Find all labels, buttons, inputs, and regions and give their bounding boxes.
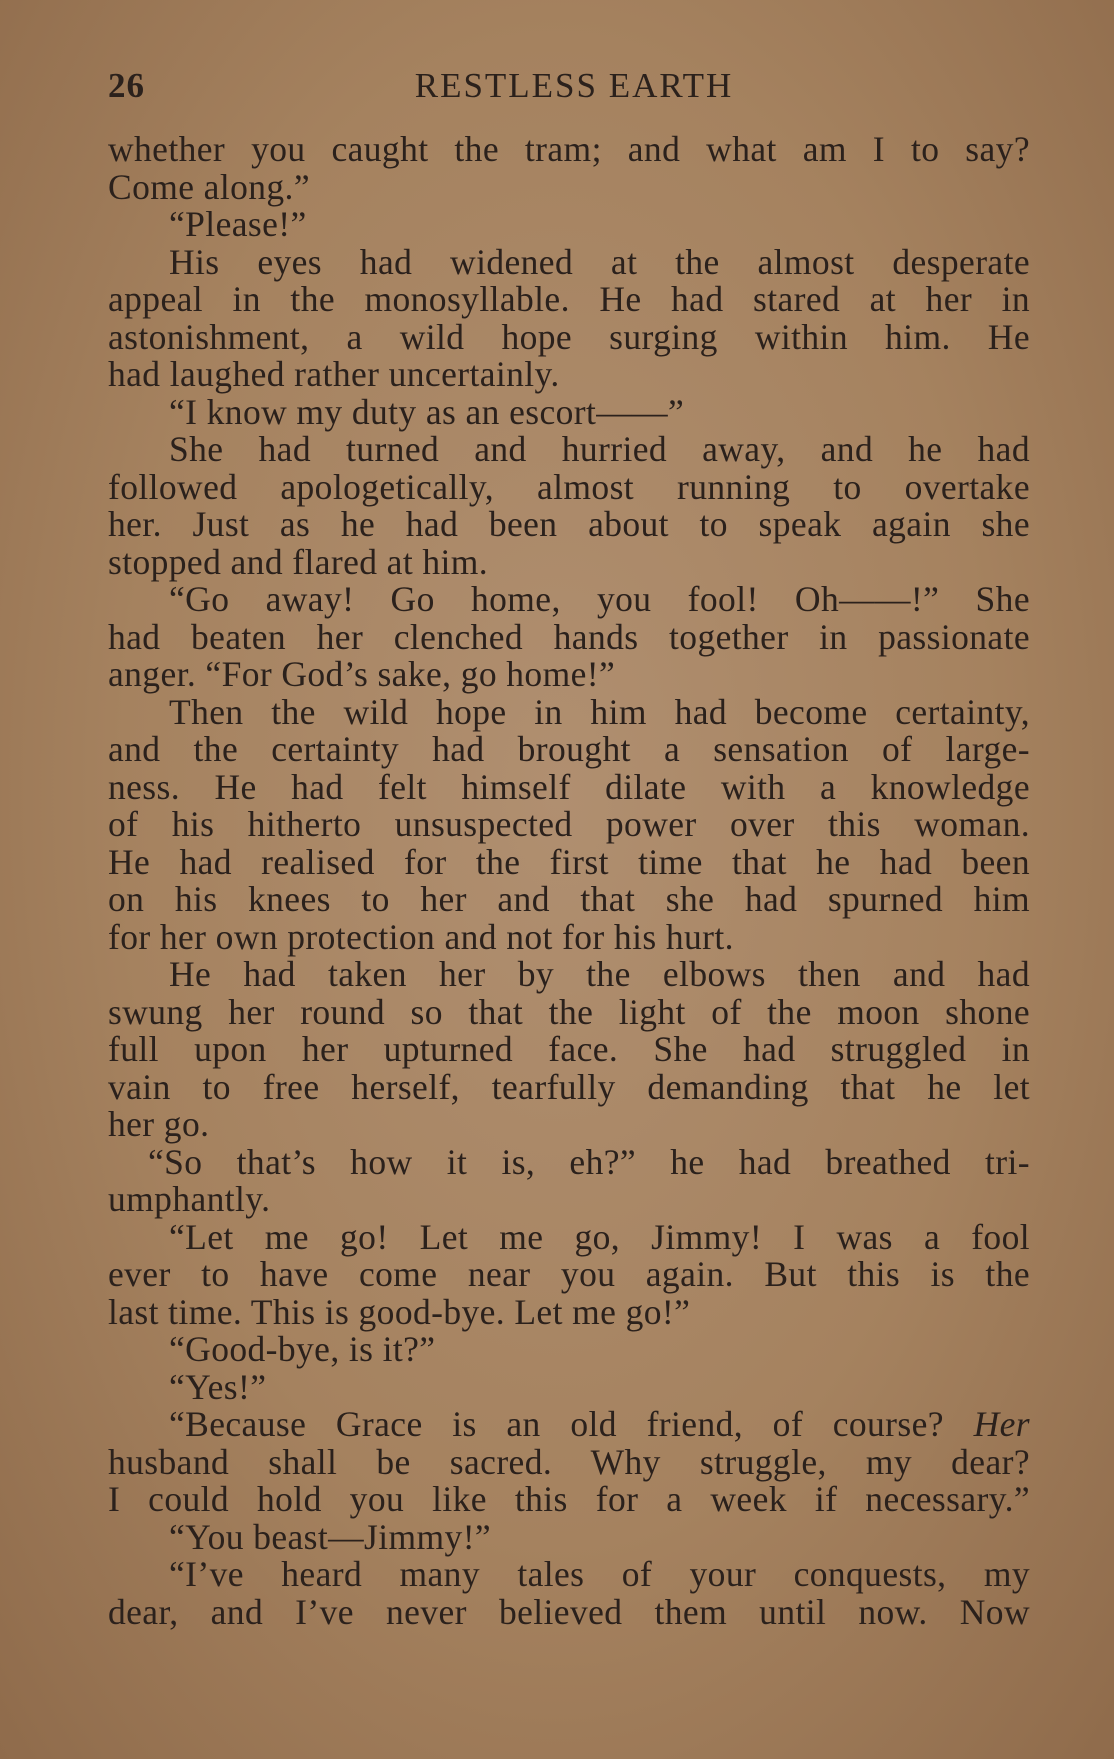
text-line-content: husband shall be sacred. Why struggle, my dear? <box>108 1441 1030 1482</box>
text-line-content: “Go away! Go home, you fool! Oh——!” She <box>169 579 1030 619</box>
text-line <box>108 466 1030 507</box>
text-line-content: umphantly. <box>108 1179 271 1219</box>
text-line <box>108 656 1030 694</box>
text-line-content: He had taken her by the elbows then and had <box>169 954 1030 994</box>
text-line-content: “Let me go! Let me go, Jimmy! I was a fool <box>169 1216 1030 1257</box>
text-line-content: “So that’s how it is, eh?” he had breathed tri- <box>148 1141 1030 1182</box>
text-line-content: “Good-bye, is it?” <box>169 1329 436 1369</box>
text-line <box>108 916 1030 957</box>
text-line-content: I could hold you like this for a week if necessary.” <box>108 1479 1030 1519</box>
text-line <box>108 991 1030 1032</box>
text-line <box>108 806 1030 844</box>
italic-word: Her <box>973 1404 1030 1444</box>
text-line <box>108 506 1030 544</box>
text-line <box>108 1556 1030 1594</box>
text-line <box>108 1516 1030 1557</box>
text-line-content: His eyes had widened at the almost desperate <box>169 241 1030 282</box>
text-line-content: Then the wild hope in him had become certainty, <box>169 691 1030 732</box>
page-number: 26 <box>108 66 145 105</box>
text-line <box>108 316 1030 357</box>
text-line <box>108 541 1030 582</box>
text-line <box>108 1066 1030 1107</box>
text-line <box>108 1106 1030 1144</box>
text-line-content: She had turned and hurried away, and he had <box>169 429 1030 469</box>
text-line-content: for her own protection and not for his hurt. <box>108 916 734 957</box>
text-line <box>108 1406 1030 1444</box>
text-line-content: and the certainty had brought a sensation of large- <box>108 729 1030 769</box>
text-line <box>108 1441 1030 1482</box>
text-line <box>108 281 1030 319</box>
text-line-content: had beaten her clenched hands together in passionate <box>108 616 1030 657</box>
text-line-content: “I’ve heard many tales of your conquests, my <box>169 1554 1030 1594</box>
text-line-content: He had realised for the first time that he had been <box>108 841 1030 882</box>
text-line <box>108 1141 1030 1182</box>
text-line-content: on his knees to her and that she had spurned him <box>108 879 1030 919</box>
text-line-content: “I know my duty as an escort——” <box>169 391 685 432</box>
text-line <box>108 391 1030 432</box>
text-line <box>108 1331 1030 1369</box>
text-line-content: had laughed rather uncertainly. <box>108 354 560 394</box>
text-line-content: whether you caught the tram; and what am I to say? <box>108 129 1030 169</box>
text-line <box>108 581 1030 619</box>
text-line-content: her. Just as he had been about to speak again she <box>108 504 1030 544</box>
page-header <box>108 66 1030 112</box>
text-line-content: appeal in the monosyllable. He had stared at her in <box>108 279 1030 319</box>
text-line <box>108 1481 1030 1519</box>
text-line <box>108 166 1030 207</box>
text-line <box>108 1256 1030 1294</box>
text-line <box>108 431 1030 469</box>
text-line <box>108 841 1030 882</box>
text-line-content: her go. <box>108 1104 210 1144</box>
text-line <box>108 766 1030 807</box>
text-line-content: followed apologetically, almost running to overtake <box>108 466 1030 507</box>
text-line-content: astonishment, a wild hope surging within him. He <box>108 316 1030 357</box>
text-line <box>108 1366 1030 1407</box>
text-line-content: of his hitherto unsuspected power over this woman. <box>108 804 1030 844</box>
text-line-content: stopped and flared at him. <box>108 541 489 582</box>
text-line <box>108 1216 1030 1257</box>
text-line <box>108 731 1030 769</box>
text-line <box>108 616 1030 657</box>
text-line-content: dear, and I’ve never believed them until now. Now <box>108 1591 1030 1632</box>
text-line-content: ever to have come near you again. But this is the <box>108 1254 1030 1294</box>
text-line <box>108 131 1030 169</box>
text-line-content: “You beast—Jimmy!” <box>169 1516 492 1557</box>
text-line <box>108 241 1030 282</box>
text-line <box>108 356 1030 394</box>
text-line <box>108 1591 1030 1632</box>
text-line-content: full upon her upturned face. She had struggled in <box>108 1029 1030 1069</box>
text-line-content: “Yes!” <box>169 1366 267 1407</box>
body-text <box>108 131 1030 1631</box>
text-line-content: “Please!” <box>169 204 307 244</box>
text-line <box>108 956 1030 994</box>
running-head: RESTLESS EARTH <box>414 66 734 105</box>
text-line-content: ness. He had felt himself dilate with a knowledge <box>108 766 1030 807</box>
text-line-content: anger. “For God’s sake, go home!” <box>108 654 616 694</box>
text-line-content: last time. This is good-bye. Let me go!” <box>108 1291 691 1332</box>
text-line <box>108 1031 1030 1069</box>
text-line <box>108 1291 1030 1332</box>
text-line-content: Come along.” <box>108 166 310 207</box>
text-line <box>108 691 1030 732</box>
text-line <box>108 881 1030 919</box>
text-line <box>108 206 1030 244</box>
text-line-content: vain to free herself, tearfully demanding that he let <box>108 1066 1030 1107</box>
text-line <box>108 1181 1030 1219</box>
text-line-content: swung her round so that the light of the moon shone <box>108 991 1030 1032</box>
text-line-content: “Because Grace is an old friend, of course? <box>169 1404 974 1444</box>
